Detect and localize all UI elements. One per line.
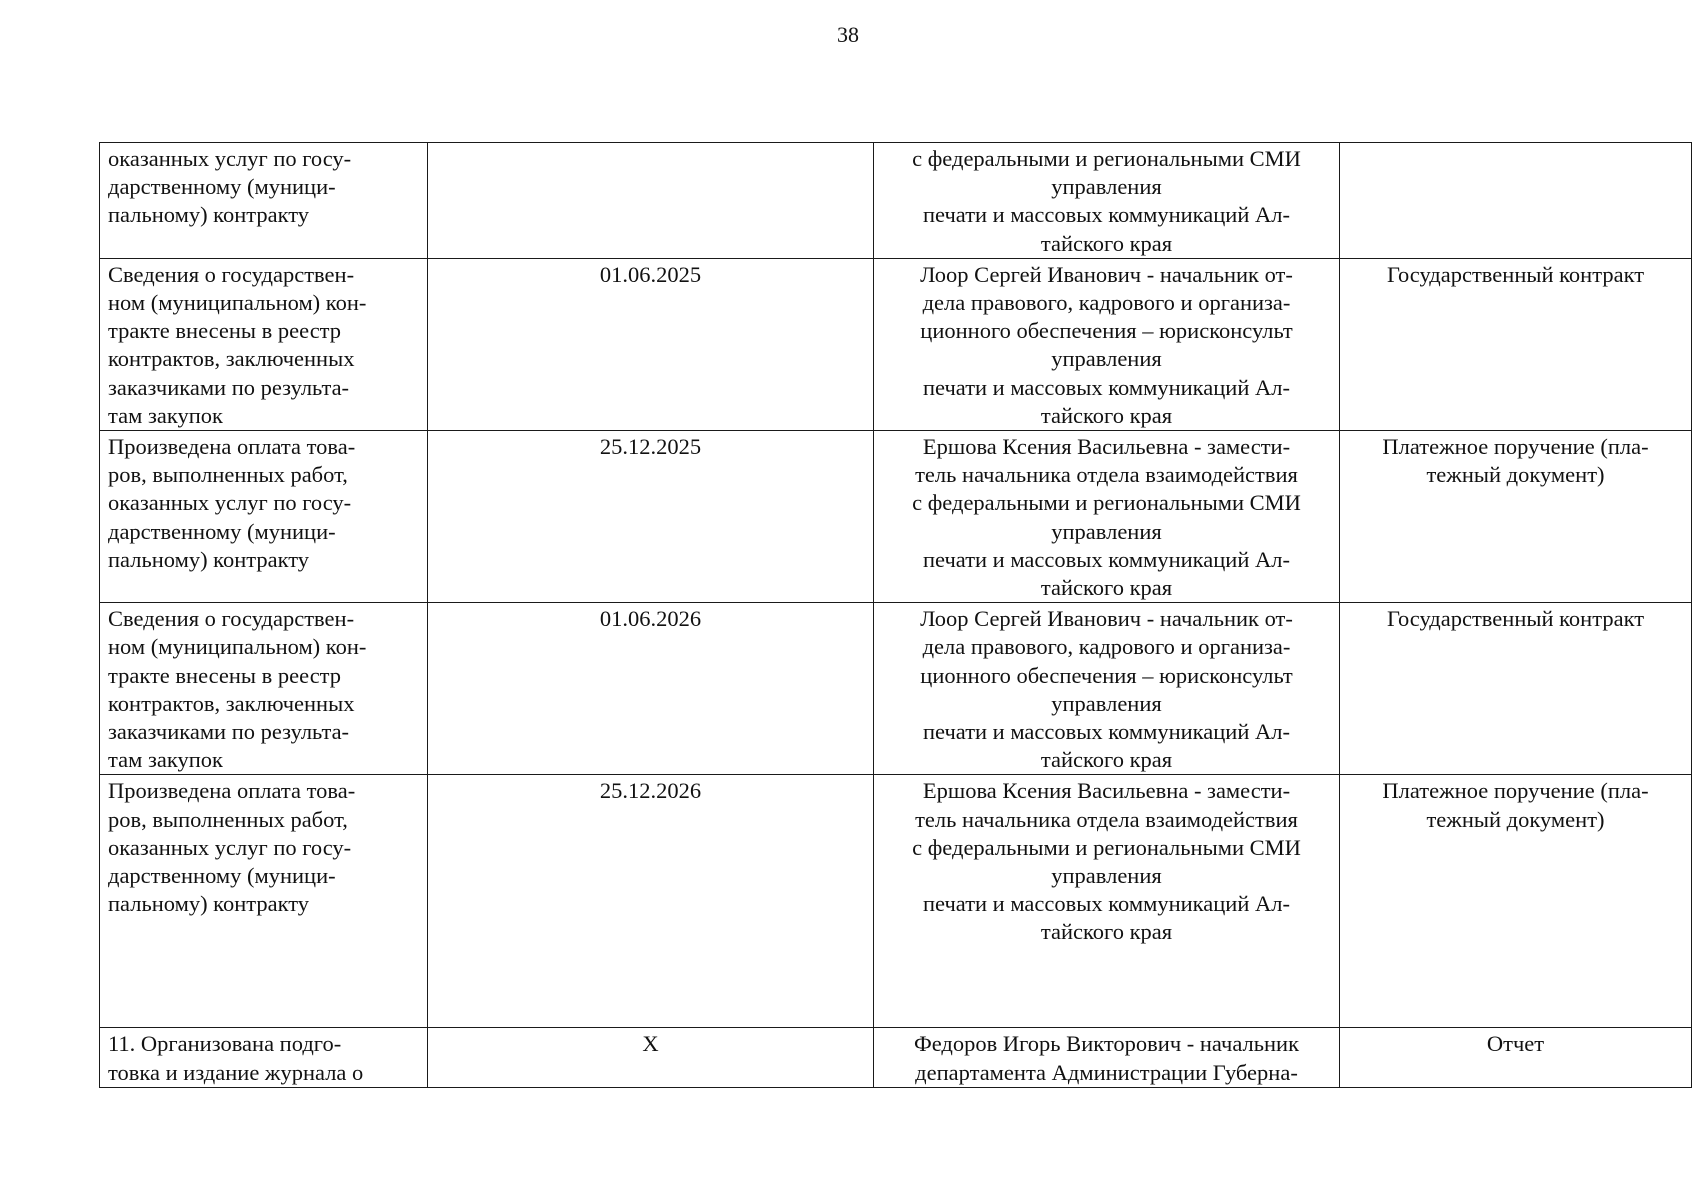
responsible-cell bbox=[874, 431, 1340, 603]
document-cell bbox=[1340, 258, 1692, 430]
date-cell bbox=[428, 775, 874, 1028]
event-line: заказчиками по результа- bbox=[108, 719, 350, 745]
event-line: ров, выполненных работ, bbox=[108, 462, 348, 488]
document-cell bbox=[1340, 775, 1692, 1028]
responsible-line: ционного обеспечения – юрисконсульт bbox=[920, 318, 1293, 344]
responsible-line: Ершова Ксения Васильевна - замести- bbox=[922, 778, 1291, 804]
responsible-cell bbox=[874, 603, 1340, 775]
date-value: Х bbox=[642, 1031, 659, 1057]
event-line: пальному) контракту bbox=[108, 202, 310, 228]
event-cell bbox=[100, 258, 428, 430]
responsible-line: тайского края bbox=[1040, 919, 1173, 945]
event-line: там закупок bbox=[108, 747, 223, 773]
event-line: Сведения о государствен- bbox=[108, 261, 355, 287]
responsible-line: тель начальника отдела взаимодействия bbox=[915, 462, 1298, 488]
responsible-line: управления bbox=[1051, 174, 1162, 200]
event-line: там закупок bbox=[108, 402, 223, 428]
responsible-cell bbox=[874, 143, 1340, 259]
responsible-line: с федеральными и региональными СМИ bbox=[912, 834, 1301, 860]
date-value: 01.06.2025 bbox=[599, 261, 702, 287]
document-line: Платежное поручение (пла- bbox=[1382, 778, 1649, 804]
event-line: Произведена оплата това- bbox=[108, 778, 356, 804]
event-line: ров, выполненных работ, bbox=[108, 806, 348, 832]
responsible-line: с федеральными и региональными СМИ bbox=[912, 146, 1301, 171]
responsible-line: Ершова Ксения Васильевна - замести- bbox=[922, 434, 1291, 460]
responsible-line: ционного обеспечения – юрисконсульт bbox=[920, 662, 1293, 688]
document-cell bbox=[1340, 431, 1692, 603]
event-cell bbox=[100, 775, 428, 1028]
document-line: Платежное поручение (пла- bbox=[1382, 434, 1649, 460]
table-row bbox=[100, 258, 1692, 430]
event-line: тракте внесены в реестр bbox=[108, 318, 342, 344]
table-row bbox=[100, 143, 1692, 259]
document-line: тежный документ) bbox=[1426, 806, 1605, 832]
document-line: Государственный контракт bbox=[1386, 606, 1645, 632]
date-value: 01.06.2026 bbox=[599, 606, 702, 632]
table-row bbox=[100, 603, 1692, 775]
event-line: пальному) контракту bbox=[108, 546, 310, 572]
event-cell bbox=[100, 431, 428, 603]
event-cell bbox=[100, 143, 428, 259]
responsible-line: тайского края bbox=[1040, 230, 1173, 256]
document-cell bbox=[1340, 1028, 1692, 1087]
event-line: товка и издание журнала о bbox=[108, 1059, 364, 1085]
responsible-line: с федеральными и региональными СМИ bbox=[912, 490, 1301, 516]
event-line: ном (муниципальном) кон- bbox=[108, 290, 367, 316]
date-cell bbox=[428, 258, 874, 430]
responsible-line: печати и массовых коммуникаций Ал- bbox=[923, 374, 1290, 400]
responsible-line: печати и массовых коммуникаций Ал- bbox=[923, 202, 1290, 228]
responsible-line: департамента Администрации Губерна- bbox=[915, 1059, 1298, 1085]
responsible-line: тайского края bbox=[1040, 747, 1173, 773]
event-line: дарственному (муници- bbox=[108, 518, 336, 544]
page-number: 38 bbox=[837, 22, 859, 47]
event-line: ном (муниципальном) кон- bbox=[108, 634, 367, 660]
table-row bbox=[100, 1028, 1692, 1087]
responsible-line: управления bbox=[1051, 863, 1162, 889]
document-line: Государственный контракт bbox=[1386, 261, 1645, 287]
event-line: Сведения о государствен- bbox=[108, 606, 355, 632]
responsible-line: дела правового, кадрового и организа- bbox=[922, 290, 1291, 316]
responsible-line: тель начальника отдела взаимодействия bbox=[915, 806, 1298, 832]
event-cell bbox=[100, 603, 428, 775]
event-line: тракте внесены в реестр bbox=[108, 662, 342, 688]
event-cell bbox=[100, 1028, 428, 1087]
plan-table bbox=[99, 142, 1692, 1088]
responsible-line: печати и массовых коммуникаций Ал- bbox=[923, 719, 1290, 745]
date-cell bbox=[428, 603, 874, 775]
event-line: дарственному (муници- bbox=[108, 863, 336, 889]
document-cell bbox=[1340, 603, 1692, 775]
table-row bbox=[100, 775, 1692, 1028]
date-value: 25.12.2025 bbox=[599, 434, 702, 460]
event-line: Произведена оплата това- bbox=[108, 434, 356, 460]
event-line: дарственному (муници- bbox=[108, 174, 336, 200]
responsible-cell bbox=[874, 775, 1340, 1028]
responsible-line: печати и массовых коммуникаций Ал- bbox=[923, 546, 1290, 572]
event-line: оказанных услуг по госу- bbox=[108, 490, 352, 516]
date-cell bbox=[428, 431, 874, 603]
event-line: 11. Организована подго- bbox=[108, 1031, 342, 1057]
event-line: заказчиками по результа- bbox=[108, 374, 350, 400]
responsible-line: управления bbox=[1051, 346, 1162, 372]
responsible-line: печати и массовых коммуникаций Ал- bbox=[923, 891, 1290, 917]
date-cell bbox=[428, 143, 874, 259]
responsible-line: Федоров Игорь Викторович - начальник bbox=[913, 1031, 1300, 1057]
document-line: Отчет bbox=[1486, 1031, 1545, 1057]
date-cell bbox=[428, 1028, 874, 1087]
responsible-line: управления bbox=[1051, 518, 1162, 544]
event-line: пальному) контракту bbox=[108, 891, 310, 917]
document-line: тежный документ) bbox=[1426, 462, 1605, 488]
event-line: оказанных услуг по госу- bbox=[108, 834, 352, 860]
event-line: контрактов, заключенных bbox=[108, 690, 355, 716]
responsible-line: управления bbox=[1051, 690, 1162, 716]
table-row bbox=[100, 431, 1692, 603]
responsible-cell bbox=[874, 1028, 1340, 1087]
responsible-cell bbox=[874, 258, 1340, 430]
responsible-line: тайского края bbox=[1040, 575, 1173, 601]
responsible-line: Лоор Сергей Иванович - начальник от- bbox=[920, 606, 1293, 632]
document-cell bbox=[1340, 143, 1692, 259]
responsible-line: тайского края bbox=[1040, 402, 1173, 428]
responsible-line: Лоор Сергей Иванович - начальник от- bbox=[920, 261, 1293, 287]
responsible-line: дела правового, кадрового и организа- bbox=[922, 634, 1291, 660]
event-line: оказанных услуг по госу- bbox=[108, 146, 352, 171]
event-line: контрактов, заключенных bbox=[108, 346, 355, 372]
date-value: 25.12.2026 bbox=[599, 778, 702, 804]
